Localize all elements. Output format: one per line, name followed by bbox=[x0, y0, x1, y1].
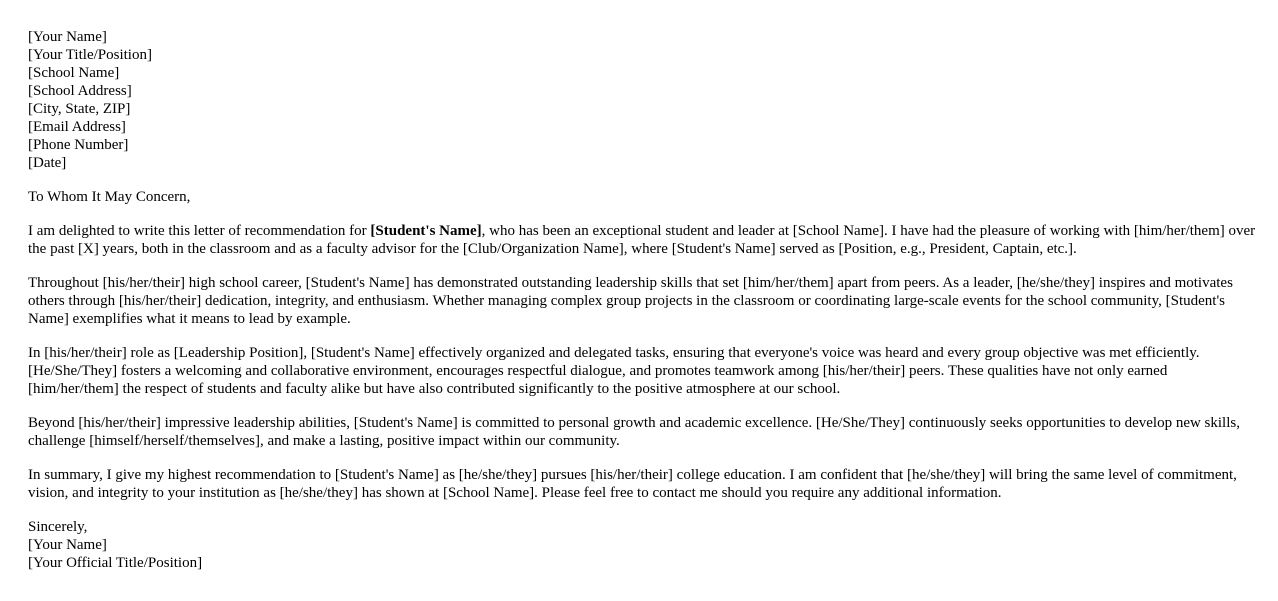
paragraph-intro bbox=[28, 222, 1256, 258]
paragraph-intro-start: I am delighted to write this letter of recommendation for bbox=[28, 223, 371, 239]
sender-address: [School Address] bbox=[28, 83, 132, 99]
sender-title: [Your Title/Position] bbox=[28, 47, 152, 63]
sender-email: [Email Address] bbox=[28, 119, 126, 135]
sender-date: [Date] bbox=[28, 155, 67, 171]
closing-name: [Your Name] bbox=[28, 537, 107, 553]
student-name: [Student's Name] bbox=[370, 223, 482, 239]
salutation: To Whom It May Concern, bbox=[28, 189, 191, 205]
sender-name: [Your Name] bbox=[28, 29, 107, 45]
sender-city: [City, State, ZIP] bbox=[28, 101, 131, 117]
closing-title: [Your Official Title/Position] bbox=[28, 555, 203, 571]
paragraph-growth: Beyond [his/her/their] impressive leadership abilities, [Student's Name] is committed to personal growth and academic excellence. [He/She/They] continuously seeks opportunities to develop new skills, challenge [himself/herself/themselves], and make a lasting, positive impact within our community. bbox=[28, 415, 1240, 449]
paragraph-intro-rest: , who has been an exceptional student and leader at [School Name]. I have had the pleasure of working with [him/her/them] over the past [X] years, both in the classroom and as a faculty advisor for the [Club/Organization Name], where [Student's Name] served as [Position, e.g., President, Captain, etc.]. bbox=[28, 223, 1256, 257]
recommendation-letter bbox=[28, 28, 1256, 588]
paragraph-role: In [his/her/their] role as [Leadership Position], [Student's Name] effectively organized and delegated tasks, ensuring that everyone's voice was heard and every group objective was met efficiently. [He/She/They] fosters a welcoming and collaborative environment, encourages respectful dialogue, and promotes teamwork among [his/her/their] peers. These qualities have not only earned [him/her/them] the respect of students and faculty alike but have also contributed significantly to the positive atmosphere at our school. bbox=[28, 345, 1200, 397]
sender-phone: [Phone Number] bbox=[28, 137, 129, 153]
sender-school: [School Name] bbox=[28, 65, 120, 81]
paragraph-summary: In summary, I give my highest recommendation to [Student's Name] as [he/she/they] pursues [his/her/their] college education. I am confident that [he/she/they] will bring the same level of commitment, vision, and integrity to your institution as [he/she/they] has shown at [School Name]. Please feel free to contact me should you require any additional information. bbox=[28, 467, 1237, 501]
paragraph-leadership: Throughout [his/her/their] high school career, [Student's Name] has demonstrated outstanding leadership skills that set [him/her/them] apart from peers. As a leader, [he/she/they] inspires and motivates others through [his/her/their] dedication, integrity, and enthusiasm. Whether managing complex group projects in the classroom or coordinating large-scale events for the school community, [Student's Name] exemplifies what it means to lead by example. bbox=[28, 275, 1233, 327]
sender-block bbox=[28, 28, 1256, 172]
closing-block bbox=[28, 518, 1256, 572]
valediction: Sincerely, bbox=[28, 519, 88, 535]
